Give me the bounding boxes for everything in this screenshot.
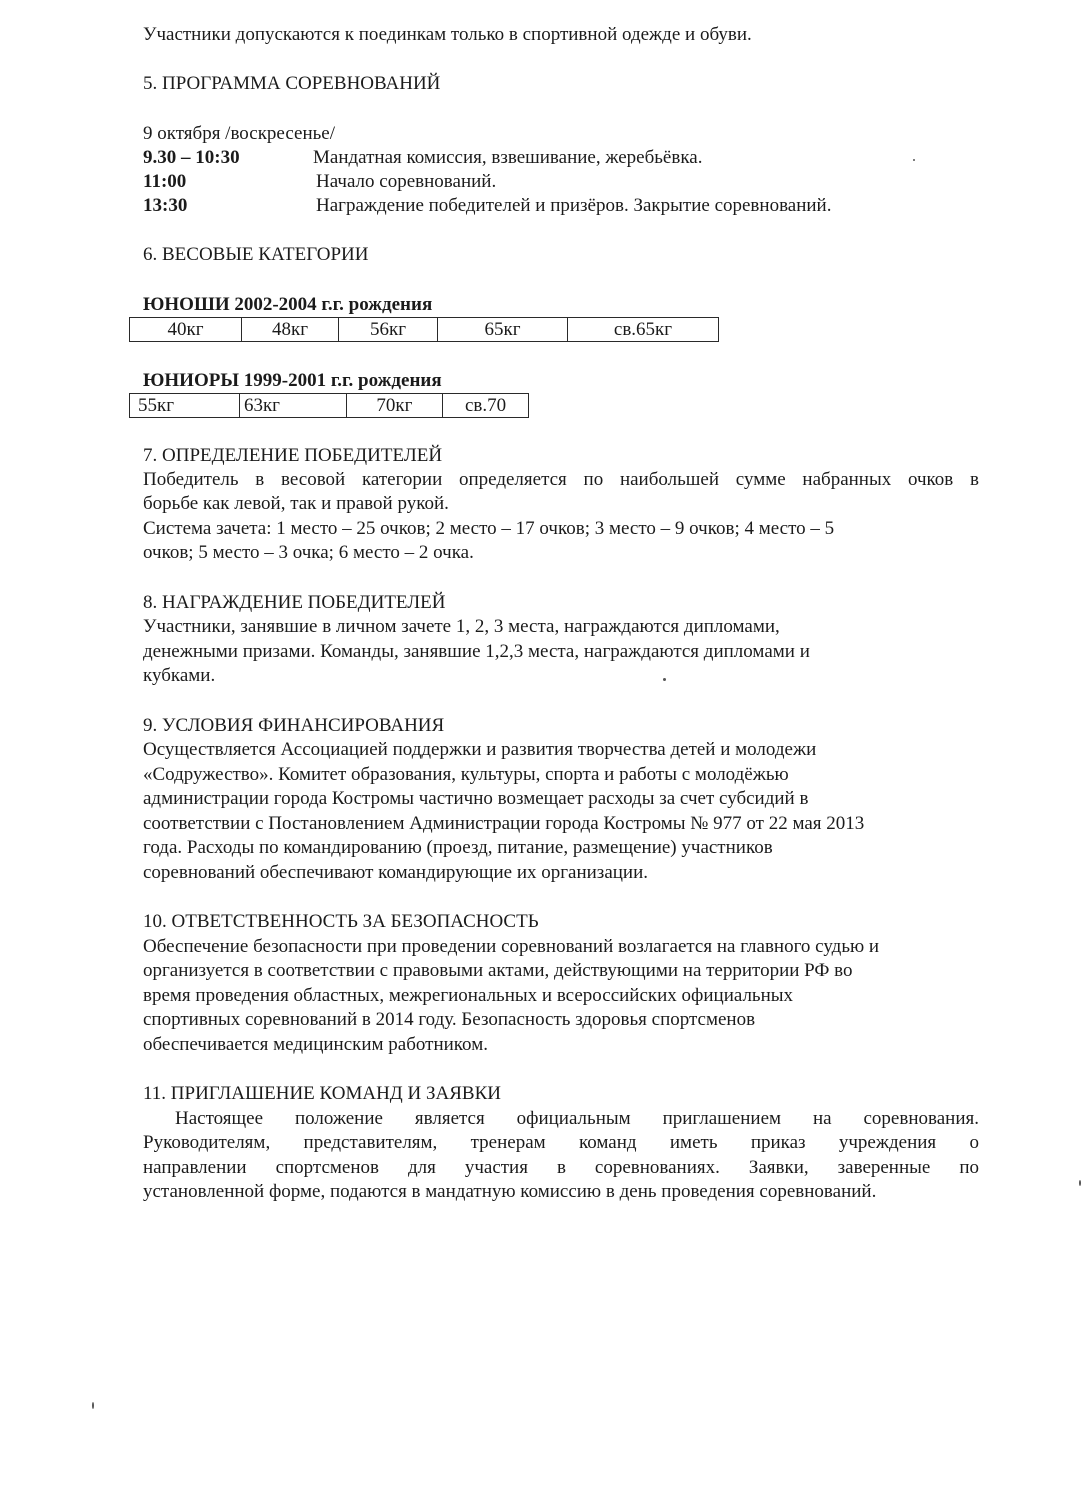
paragraph-line: денежными призами. Команды, занявшие 1,2,3 места, награждаются дипломами и bbox=[143, 641, 810, 662]
paragraph-line: направлении спортсменов для участия в соревнованиях. Заявки, заверенные по bbox=[143, 1157, 979, 1178]
weight-cell: св.70 bbox=[443, 394, 529, 418]
intro-text: Участники допускаются к поединкам только в спортивной одежде и обуви. bbox=[143, 24, 752, 45]
paragraph-line: Осуществляется Ассоциацией поддержки и развития творчества детей и молодежи bbox=[143, 739, 817, 760]
paragraph-line: «Содружество». Комитет образования, культуры, спорта и работы с молодёжью bbox=[143, 764, 789, 785]
juniors-weight-table bbox=[129, 393, 529, 418]
weight-cell: 65кг bbox=[438, 318, 568, 342]
boys-category-title: ЮНОШИ 2002-2004 г.г. рождения bbox=[143, 294, 433, 315]
paragraph-line: организуется в соответствии с правовыми актами, действующими на территории РФ во bbox=[143, 960, 853, 981]
weight-cell: 55кг bbox=[130, 394, 240, 418]
schedule-text: Награждение победителей и призёров. Закрытие соревнований. bbox=[316, 195, 832, 216]
section-9-heading: 9. УСЛОВИЯ ФИНАНСИРОВАНИЯ bbox=[143, 715, 445, 736]
paragraph-line: Победитель в весовой категории определяется по наибольшей сумме набранных очков в bbox=[143, 469, 979, 490]
schedule-date: 9 октября /воскресенье/ bbox=[143, 123, 335, 144]
paragraph-line: года. Расходы по командированию (проезд, питание, размещение) участников bbox=[143, 837, 773, 858]
paragraph-line: администрации города Костромы частично возмещает расходы за счет субсидий в bbox=[143, 788, 809, 809]
weight-cell: св.65кг bbox=[568, 318, 719, 342]
weight-cell: 48кг bbox=[242, 318, 339, 342]
paragraph-line: Руководителям, представителям, тренерам команд иметь приказ учреждения о bbox=[143, 1132, 979, 1153]
scan-speck bbox=[913, 159, 915, 161]
schedule-time: 13:30 bbox=[143, 195, 188, 216]
weight-cell: 56кг bbox=[339, 318, 438, 342]
schedule-time: 11:00 bbox=[143, 171, 187, 192]
scan-speck bbox=[1079, 1180, 1081, 1186]
boys-weight-table bbox=[129, 317, 719, 342]
weight-cell: 70кг bbox=[346, 394, 442, 418]
scan-speck bbox=[663, 678, 666, 681]
weight-cell: 40кг bbox=[130, 318, 242, 342]
section-11-heading: 11. ПРИГЛАШЕНИЕ КОМАНД И ЗАЯВКИ bbox=[143, 1083, 501, 1104]
section-7-heading: 7. ОПРЕДЕЛЕНИЕ ПОБЕДИТЕЛЕЙ bbox=[143, 445, 443, 466]
section-6-heading: 6. ВЕСОВЫЕ КАТЕГОРИИ bbox=[143, 244, 369, 265]
scan-speck bbox=[92, 1402, 94, 1409]
paragraph-line: установленной форме, подаются в мандатную комиссию в день проведения соревнований. bbox=[143, 1181, 877, 1202]
juniors-category-title: ЮНИОРЫ 1999-2001 г.г. рождения bbox=[143, 370, 442, 391]
schedule-time: 9.30 – 10:30 bbox=[143, 147, 240, 168]
paragraph-line: борьбе как левой, так и правой рукой. bbox=[143, 493, 449, 514]
paragraph-line: Обеспечение безопасности при проведении соревнований возлагается на главного судью и bbox=[143, 936, 880, 957]
paragraph-line: Настоящее положение является официальным приглашением на соревнования. bbox=[175, 1108, 979, 1129]
paragraph-line: соревнований обеспечивают командирующие их организации. bbox=[143, 862, 649, 883]
schedule-text: Начало соревнований. bbox=[316, 171, 497, 192]
paragraph-line: Система зачета: 1 место – 25 очков; 2 место – 17 очков; 3 место – 9 очков; 4 место – 5 bbox=[143, 518, 835, 539]
section-10-heading: 10. ОТВЕТСТВЕННОСТЬ ЗА БЕЗОПАСНОСТЬ bbox=[143, 911, 539, 932]
paragraph-line: спортивных соревнований в 2014 году. Безопасность здоровья спортсменов bbox=[143, 1009, 756, 1030]
paragraph-line: соответствии с Постановлением Администрации города Костромы № 977 от 22 мая 2013 bbox=[143, 813, 865, 834]
schedule-text: Мандатная комиссия, взвешивание, жеребьёвка. bbox=[313, 147, 703, 168]
paragraph-line: очков; 5 место – 3 очка; 6 место – 2 очка. bbox=[143, 542, 474, 563]
section-5-heading: 5. ПРОГРАММА СОРЕВНОВАНИЙ bbox=[143, 73, 441, 94]
paragraph-line: время проведения областных, межрегиональных и всероссийских официальных bbox=[143, 985, 794, 1006]
paragraph-line: обеспечивается медицинским работником. bbox=[143, 1034, 488, 1055]
section-8-heading: 8. НАГРАЖДЕНИЕ ПОБЕДИТЕЛЕЙ bbox=[143, 592, 446, 613]
paragraph-line: Участники, занявшие в личном зачете 1, 2, 3 места, награждаются дипломами, bbox=[143, 616, 780, 637]
weight-cell: 63кг bbox=[239, 394, 346, 418]
paragraph-line: кубками. bbox=[143, 665, 216, 686]
